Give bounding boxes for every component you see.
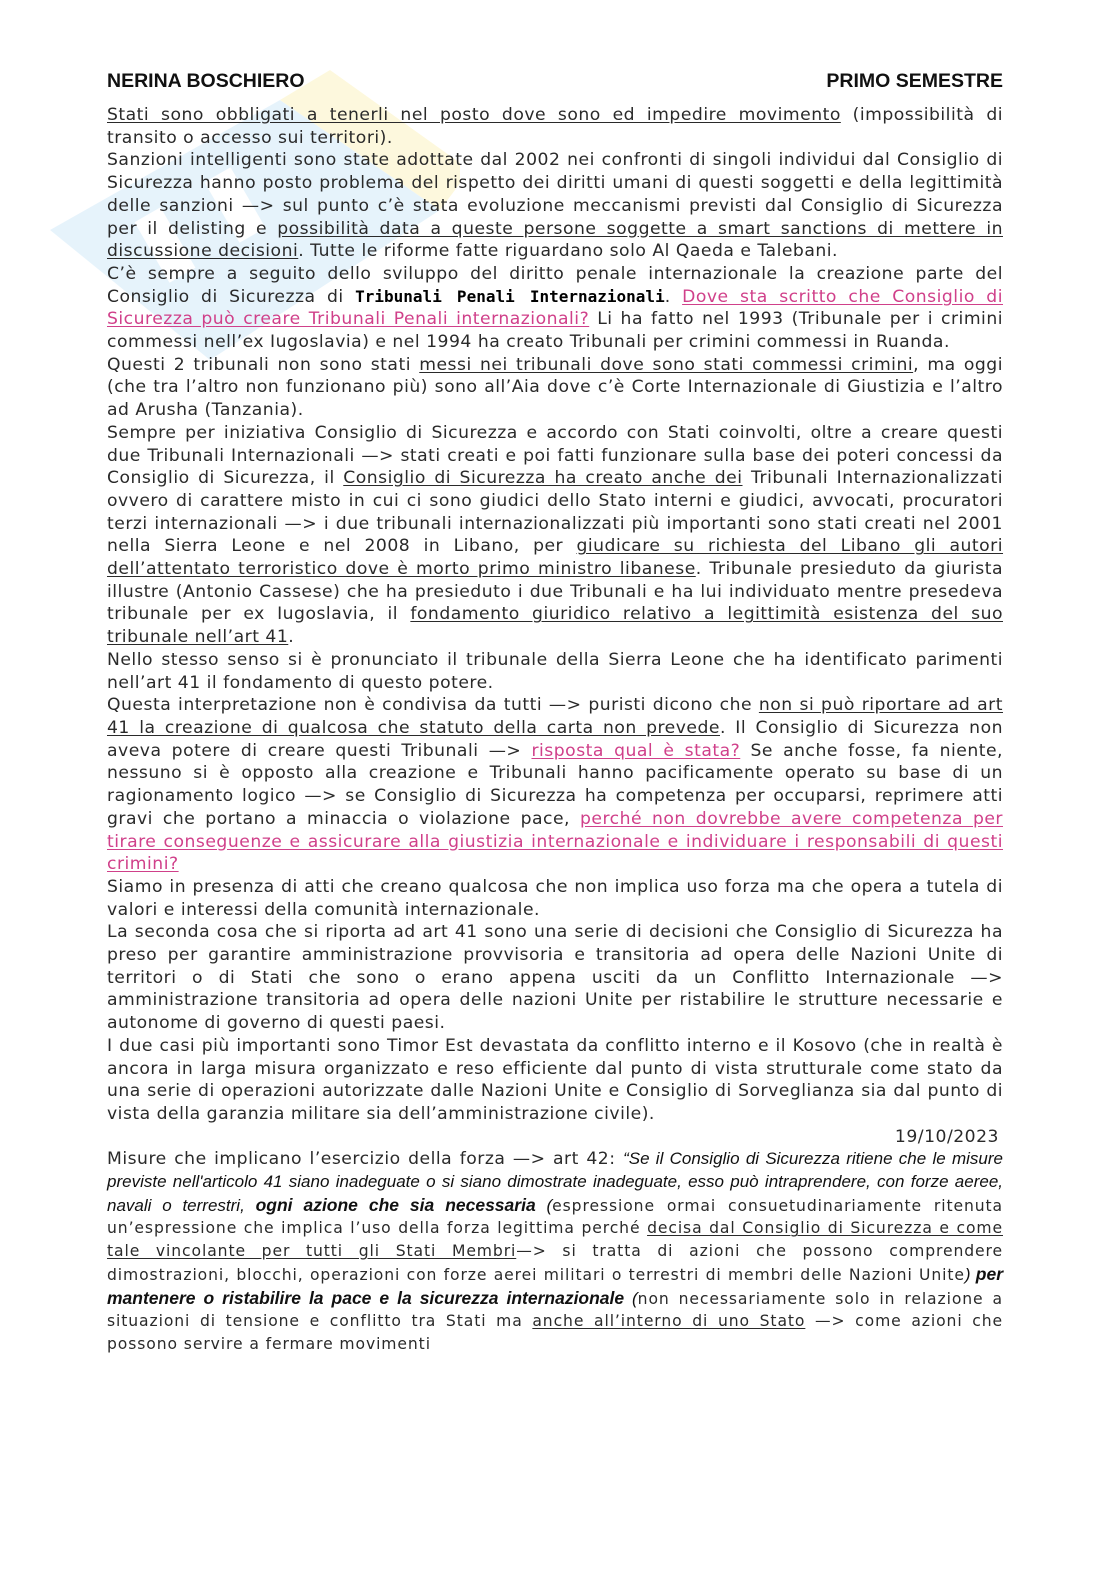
text-segment: —> i due tribunali internazionalizzati più importanti sono stati creati nel (277, 513, 958, 534)
text-segment: . (297, 400, 304, 421)
text-segment: ha creato (471, 332, 570, 353)
text-segment: ovvero di carattere misto in cui ci sono (107, 490, 480, 511)
text-segment: Nello stesso senso si è pronunciato il tribunale della Sierra Leone che ha identificato parimenti nell’art 41 il fondamento di questo potere. (107, 649, 1003, 693)
text-u: giudicare su richiesta del Libano gli autori dell’attentato terroristico dove è morto primo ministro libanese (107, 536, 1004, 580)
text-u: possibilità data a queste persone soggette a smart sanctions di mettere in discussione decisioni (107, 218, 1003, 262)
paragraph (107, 1035, 1003, 1126)
text-b: 1994 (426, 332, 472, 353)
text-segment: (che in realtà è ancora in larga misura organizzato e reso efficiente dal punto di vista strutturale come stato da una serie di operazioni autorizzate dalle Nazioni Unite e Consiglio di Sorveglianza sia dal punto di vista della garanzia militare sia dell’amministrazione civile). (107, 1035, 1003, 1124)
text-b: Sierra Leone (164, 536, 286, 557)
text-segment: —> amministrazione transitoria ad opera delle nazioni Unite per ristabilire le strutture necessarie e autonome di governo di questi paesi. (107, 967, 1003, 1034)
text-sm: non necessariamente solo in relazione a situazioni di tensione e conflitto tra Stati ma (107, 1289, 1003, 1331)
text-itb: per mantenere o ristabilire la pace e la sicurezza internazionale (107, 1263, 1003, 1308)
text-b: Tribunali Internazionalizzati (751, 468, 1003, 489)
text-segment: ) e nel (362, 332, 427, 353)
text-segment: e (245, 218, 278, 239)
text-b: 1993 (737, 309, 784, 330)
text-segment: Se anche fosse, fa niente, nessuno si è opposto alla creazione e Tribunali hanno pacificamente operato su base di un ragionamento logico —> se Consiglio di Sicurezza ha competenza per occuparsi, reprimere atti gravi che portano a minaccia o violazione pace, (107, 740, 1003, 829)
text-segment: , per (513, 536, 577, 557)
text-segment: . Tribunale (695, 559, 800, 580)
text-pk: Dove sta scritto che Consiglio di Sicurezza può creare Tribunali Penali internazionali? (107, 286, 1003, 330)
paragraph (107, 263, 1003, 354)
text-u: Consiglio di Sicurezza ha creato anche dei (343, 468, 743, 489)
text-segment: —> sul punto c’è stata evoluzione meccanismi previsti dal Consiglio di Sicurezza per il (107, 195, 1003, 239)
paragraph (107, 649, 1003, 694)
text-b: art 42 (553, 1149, 610, 1170)
text-u: non si può riportare ad art 41 la creazione di qualcosa che statuto della carta non prevede (107, 695, 1003, 738)
text-b: Tribunali per crimini commessi in Ruanda (569, 332, 944, 353)
text-segment: dove c’è Corte Internazionale di Giustizia e l’altro ad (107, 377, 1003, 421)
text-b: opera a tutela di valori e interessi della comunità internazionale (107, 876, 1003, 920)
text-b: Arusha (Tanzania) (135, 400, 298, 421)
paragraph (107, 354, 1003, 422)
text-segment: : (609, 1149, 624, 1170)
text-segment: Li ha fatto nel (589, 309, 738, 330)
lecture-date: 19/10/2023 (894, 1126, 999, 1147)
text-it: “Se il Consiglio di Sicurezza ritiene che le misure previste nell'articolo 41 siano inadeguate o si siano dimostrate inadeguate, esso può intraprendere, con forze aeree, navali o terrestri, (107, 1149, 1004, 1215)
text-segment: . (288, 627, 295, 648)
text-b: giudici dello Stato interni e giudici, avvocati, procuratori terzi internazionali (107, 490, 1003, 534)
text-u: Stati sono obbligati a tenerli nel posto dove sono ed impedire movimento (107, 105, 841, 125)
text-u: fondamento giuridico relativo a legittimità esistenza del suo tribunale nell’art 41 (107, 604, 1003, 648)
text-segment: nella (107, 536, 165, 557)
text-segment: (impossibilità di transito o accesso sui territori). (107, 105, 1003, 148)
text-b: Tribunale per i crimini commessi nell’ex Iugoslavia (107, 309, 1004, 353)
text-segment: Sempre per iniziativa Consiglio di Sicurezza e accordo con Stati coinvolti, oltre a creare questi due Tribunali Internazionali —> stati creati e poi fatti funzionare sulla base dei poteri concessi da Consiglio di Sicurezza, il (107, 422, 1003, 489)
text-sm: espressione ormai consuetudinariamente ritenuta un’espressione che implica l’uso della forza legittima perché (107, 1196, 1003, 1238)
semester-label: PRIMO SEMESTRE (826, 70, 1003, 92)
text-segment: . Il Consiglio di Sicurezza non aveva potere di creare questi Tribunali —> (107, 717, 1003, 761)
paragraph (107, 921, 1003, 1035)
text-pk: perché non dovrebbe avere competenza per tirare conseguenze e assicurare alla giustizia internazionale e individuare i responsabili di questi crimini? (107, 808, 1003, 875)
text-segment: e nel (285, 536, 365, 557)
paragraph-list (107, 104, 1003, 1126)
text-segment: , ma oggi (che tra l’altro non funzionano più) sono all’ (107, 354, 1003, 398)
text-b: Aia (511, 377, 541, 398)
paragraph (107, 104, 1003, 149)
text-segment: C’è sempre a seguito dello sviluppo del diritto penale internazionale la creazione parte del Consiglio di Sicurezza di (107, 263, 1003, 307)
text-sm-u: anche all’interno di uno Stato (532, 1312, 806, 1331)
text-sm: —> si tratta di azioni che possono comprendere dimostrazioni, blocchi, operazioni con forze aerei militari o terrestri di membri delle Nazioni Unite (107, 1242, 1004, 1284)
text-segment: . Tutte le riforme fatte riguardano solo Al Qaeda e Talebani. (298, 241, 839, 262)
paragraph (107, 422, 1003, 649)
text-segment: . (943, 332, 950, 353)
text-sm-u: decisa dal Consiglio di Sicurezza e come tale vincolante per tutti gli Stati Membri (107, 1219, 1003, 1261)
text-segment: Questi 2 tribunali non sono stati (107, 354, 420, 375)
notes-body (107, 104, 1003, 1356)
text-it: ( (535, 1195, 553, 1215)
text-segment: . (664, 286, 683, 307)
text-segment: Sanzioni intelligenti sono state adottate dal 2002 nei confronti di singoli individui dal Consiglio di Sicurezza hanno posto (107, 150, 1003, 194)
text-sm: —> come azioni che possono servire a fermare movimenti (107, 1312, 1003, 1353)
author-name: NERINA BOSCHIERO (107, 70, 305, 92)
text-segment: Siamo in presenza di atti che creano qualcosa che non implica uso forza ma che (107, 876, 851, 897)
text-segment: La seconda cosa che si riporta ad art 41 sono una serie di decisioni che Consiglio di Sicurezza ha preso per (107, 922, 1003, 966)
page-header (107, 70, 1003, 96)
text-segment: ( (783, 309, 799, 330)
text-b: Kosovo (792, 1035, 857, 1056)
paragraph (107, 876, 1003, 921)
paragraph (107, 694, 1003, 876)
text-b: 2001 (957, 513, 1003, 534)
text-u: messi nei tribunali dove sono stati commessi crimini (419, 354, 914, 375)
text-b: presieduto (800, 559, 897, 580)
text-b: 2008 in Libano (364, 536, 514, 557)
text-tp: Tribunali Penali Internazionali (355, 286, 665, 306)
text-b: problema del rispetto dei diritti umani di questi soggetti e della legittimità delle sanzioni (107, 173, 1003, 216)
text-b: Antonio Cassese (182, 581, 334, 602)
text-segment: I due casi più importanti sono (107, 1035, 387, 1056)
text-pk: risposta qual è stata? (531, 740, 741, 761)
text-segment: Questa interpretazione non è condivisa da tutti —> (107, 695, 589, 716)
text-segment: devastata da conflitto interno e il (473, 1035, 793, 1056)
text-segment (743, 468, 752, 488)
text-b: delisting (167, 218, 246, 239)
paragraph-art-42 (107, 1148, 1003, 1355)
text-segment: . (534, 899, 540, 920)
text-b: garantire amministrazione provvisoria e transitoria ad opera delle Nazioni Unite di territori o di Stati che sono o erano appena usciti da un Conflitto Internazionale (107, 945, 1003, 988)
text-b: puristi (588, 695, 646, 716)
text-segment: da giurista illustre ( (107, 559, 1004, 602)
text-segment: Misure che implicano l’esercizio della forza —> (107, 1149, 554, 1170)
text-segment: ) che ha presieduto i due Tribunali e ha lui individuato mentre presedeva tribunale per ex Iugoslavia, il (107, 581, 1003, 625)
text-it: ( (624, 1288, 638, 1308)
text-segment: dicono che (645, 695, 759, 716)
text-it: ) (964, 1264, 976, 1284)
text-itb: ogni azione che sia necessaria (255, 1194, 536, 1215)
text-b: Timor Est (386, 1035, 474, 1056)
paragraph (107, 149, 1003, 263)
